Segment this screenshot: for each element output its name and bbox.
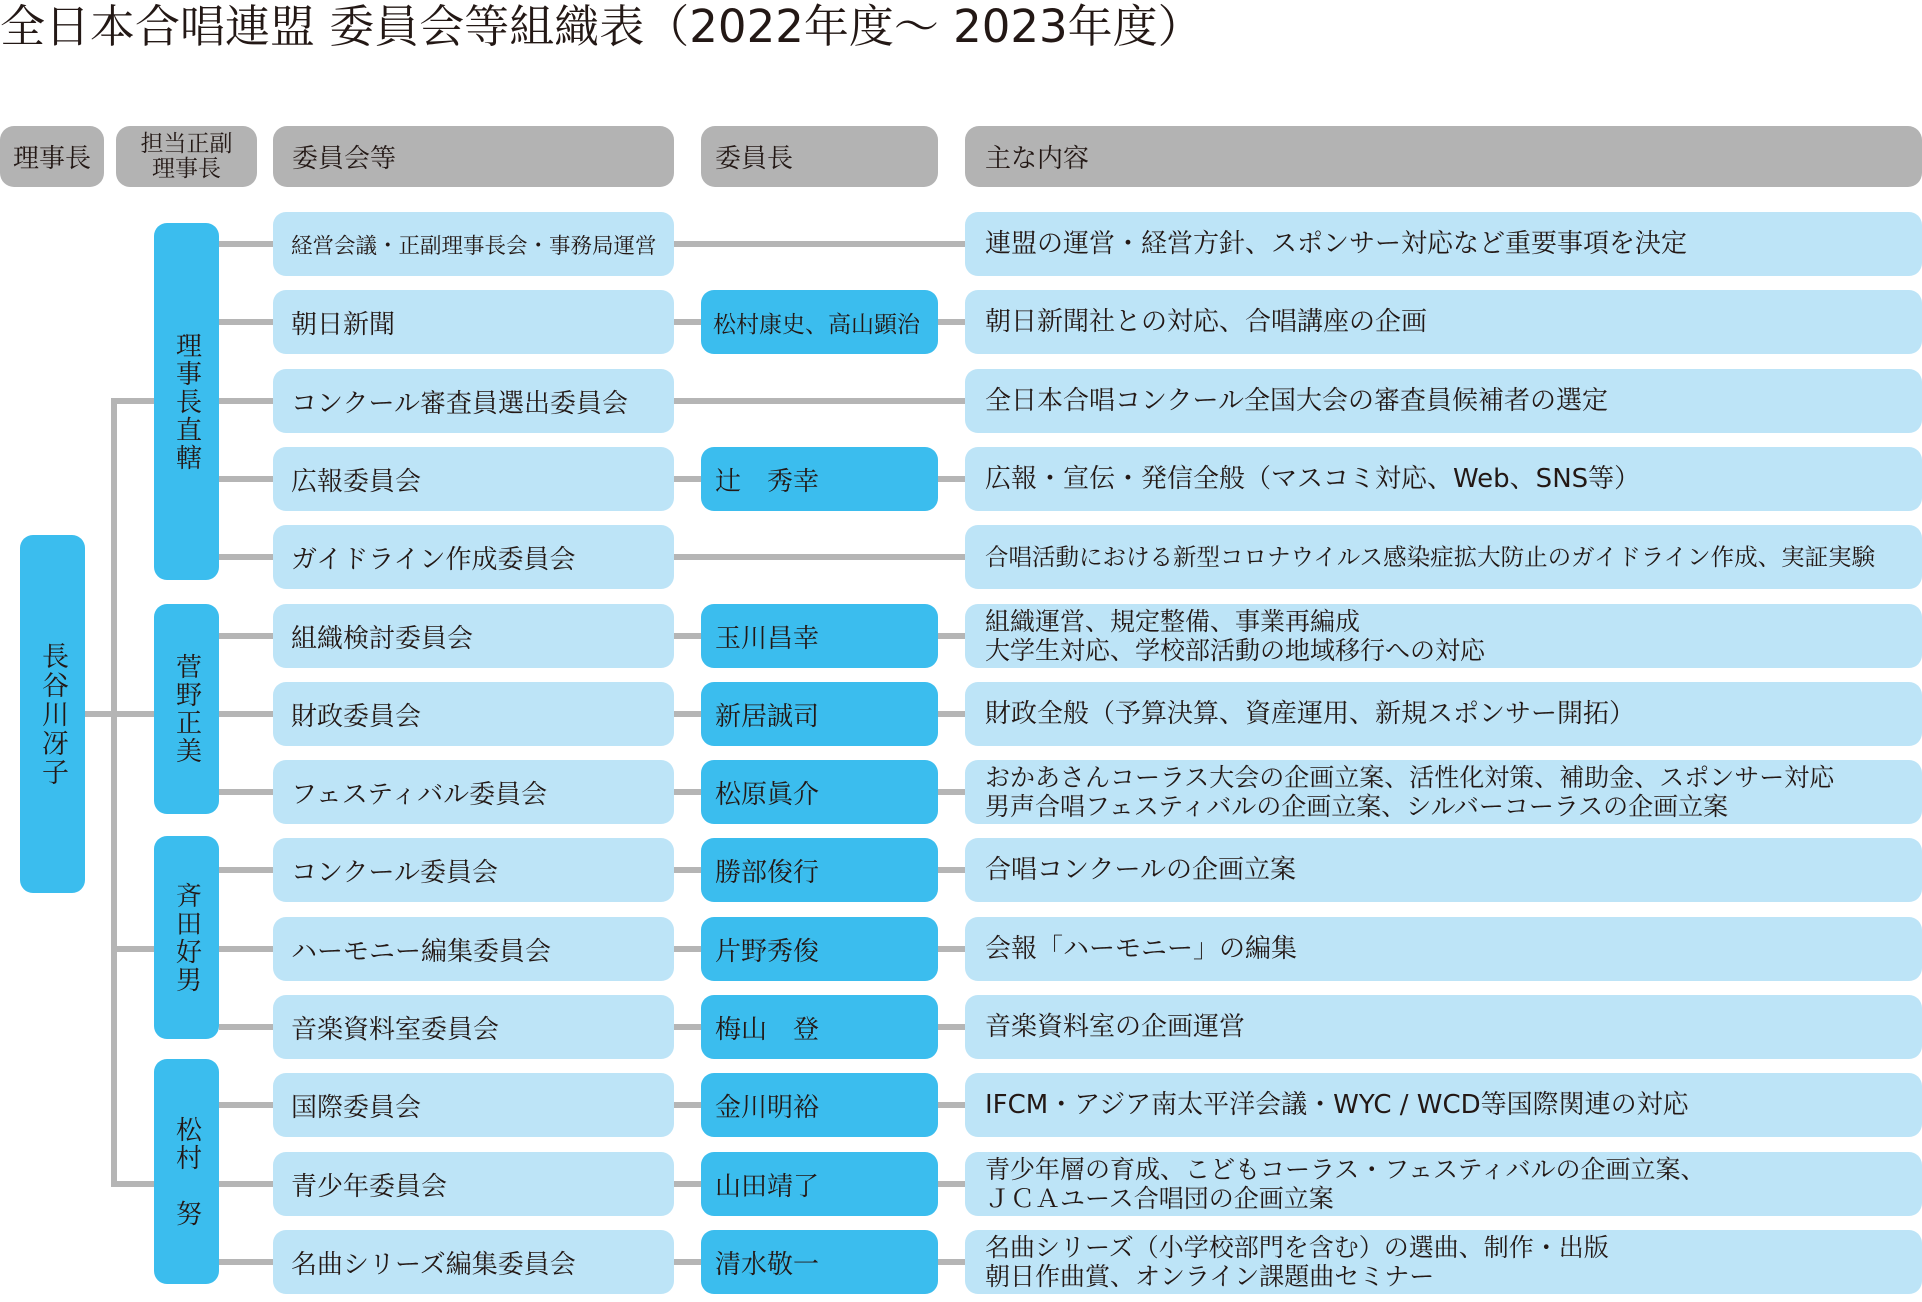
description-line: 朝日作曲賞、オンライン課題曲セミナー <box>985 1262 1435 1291</box>
committee-row <box>0 917 1922 981</box>
committee-chair: 玉川昌幸 <box>701 604 938 668</box>
committee-name: 音楽資料室委員会 <box>273 995 674 1059</box>
description-line: 会報「ハーモニー」の編集 <box>985 934 1298 964</box>
vice-chair-name: 理事長直轄 <box>171 331 202 472</box>
committee-row <box>0 682 1922 746</box>
description-line: 組織運営、規定整備、事業再編成 <box>985 607 1361 636</box>
committee-row <box>0 447 1922 511</box>
committee-row <box>0 369 1922 433</box>
vice-chair-name: 菅野正美 <box>171 653 202 765</box>
description-line: 青少年層の育成、こどもコーラス・フェスティバルの企画立案、 <box>985 1155 1706 1184</box>
committee-chair: 金川明裕 <box>701 1073 938 1137</box>
committee-row <box>0 212 1922 276</box>
committee-row <box>0 838 1922 902</box>
committee-name: 財政委員会 <box>273 682 674 746</box>
committee-name: 広報委員会 <box>273 447 674 511</box>
description-line: おかあさんコーラス大会の企画立案、活性化対策、補助金、スポンサー対応 <box>985 763 1835 792</box>
header-vice-chair-line: 担当正副 <box>140 130 233 157</box>
page-title: 全日本合唱連盟 委員会等組織表（2022年度～ 2023年度） <box>0 0 1203 53</box>
committee-description <box>965 682 1922 746</box>
description-line: 男声合唱フェスティバルの企画立案、シルバーコーラスの企画立案 <box>985 792 1729 821</box>
committee-description <box>965 917 1922 981</box>
vice-chair-name: 松村 努 <box>171 1115 202 1228</box>
description-line: IFCM・アジア南太平洋会議・WYC / WCD等国際関連の対応 <box>985 1090 1689 1120</box>
header-description: 主な内容 <box>965 126 1922 187</box>
committee-chair: 勝部俊行 <box>701 838 938 902</box>
description-line: 名曲シリーズ（小学校部門を含む）の選曲、制作・出版 <box>985 1233 1609 1262</box>
committee-chair: 辻 秀幸 <box>701 447 938 511</box>
committee-description <box>965 447 1922 511</box>
vice-chair-name: 斉田好男 <box>171 881 202 994</box>
committee-description <box>965 838 1922 902</box>
committee-description <box>965 1073 1922 1137</box>
committee-row <box>0 1073 1922 1137</box>
description-line: 連盟の運営・経営方針、スポンサー対応など重要事項を決定 <box>985 229 1688 259</box>
header-committee: 委員会等 <box>273 126 674 187</box>
committee-chair: 松村康史、高山顕治 <box>701 290 938 354</box>
committee-description <box>965 212 1922 276</box>
description-line: 朝日新聞社との対応、合唱講座の企画 <box>985 307 1428 337</box>
committee-row <box>0 760 1922 824</box>
committee-chair: 山田靖了 <box>701 1152 938 1216</box>
committee-name: 朝日新聞 <box>273 290 674 354</box>
description-line: 合唱活動における新型コロナウイルス感染症拡大防止のガイドライン作成、実証実験 <box>985 543 1876 571</box>
committee-description <box>965 290 1922 354</box>
chairman-name: 長谷川冴子 <box>37 641 68 787</box>
committee-name: 青少年委員会 <box>273 1152 674 1216</box>
committee-row <box>0 525 1922 589</box>
committee-row <box>0 1152 1922 1216</box>
committee-description <box>965 1230 1922 1294</box>
committee-description <box>965 995 1922 1059</box>
description-line: 音楽資料室の企画運営 <box>985 1012 1246 1042</box>
committee-name: コンクール審査員選出委員会 <box>273 369 674 433</box>
committee-row <box>0 995 1922 1059</box>
header-vice-chair <box>116 126 257 187</box>
description-line: 合唱コンクールの企画立案 <box>985 855 1296 885</box>
committee-description <box>965 760 1922 824</box>
description-line: ＪＣＡユース合唱団の企画立案 <box>985 1184 1334 1213</box>
committee-name: コンクール委員会 <box>273 838 674 902</box>
description-line: 大学生対応、学校部活動の地域移行への対応 <box>985 636 1486 665</box>
committee-chair: 梅山 登 <box>701 995 938 1059</box>
committee-name: 国際委員会 <box>273 1073 674 1137</box>
committee-name: ガイドライン作成委員会 <box>273 525 674 589</box>
committee-name: ハーモニー編集委員会 <box>273 917 674 981</box>
committee-name: 名曲シリーズ編集委員会 <box>273 1230 674 1294</box>
committee-chair: 松原眞介 <box>701 760 938 824</box>
committee-description <box>965 1152 1922 1216</box>
committee-row <box>0 1230 1922 1294</box>
committee-description <box>965 525 1922 589</box>
committee-name: 経営会議・正副理事長会・事務局運営 <box>273 212 674 276</box>
committee-chair: 新居誠司 <box>701 682 938 746</box>
description-line: 財政全般（予算決算、資産運用、新規スポンサー開拓） <box>985 699 1636 729</box>
committee-row <box>0 290 1922 354</box>
committee-name: 組織検討委員会 <box>273 604 674 668</box>
header-vice-chair-line: 理事長 <box>152 155 221 182</box>
committee-row <box>0 604 1922 668</box>
header-chairman: 理事長 <box>0 126 104 187</box>
committee-chair: 清水敬一 <box>701 1230 938 1294</box>
committee-name: フェスティバル委員会 <box>273 760 674 824</box>
description-line: 全日本合唱コンクール全国大会の審査員候補者の選定 <box>985 386 1608 416</box>
committee-description <box>965 369 1922 433</box>
description-line: 広報・宣伝・発信全般（マスコミ対応、Web、SNS等） <box>985 464 1641 494</box>
header-chair: 委員長 <box>701 126 938 187</box>
committee-description <box>965 604 1922 668</box>
committee-chair: 片野秀俊 <box>701 917 938 981</box>
